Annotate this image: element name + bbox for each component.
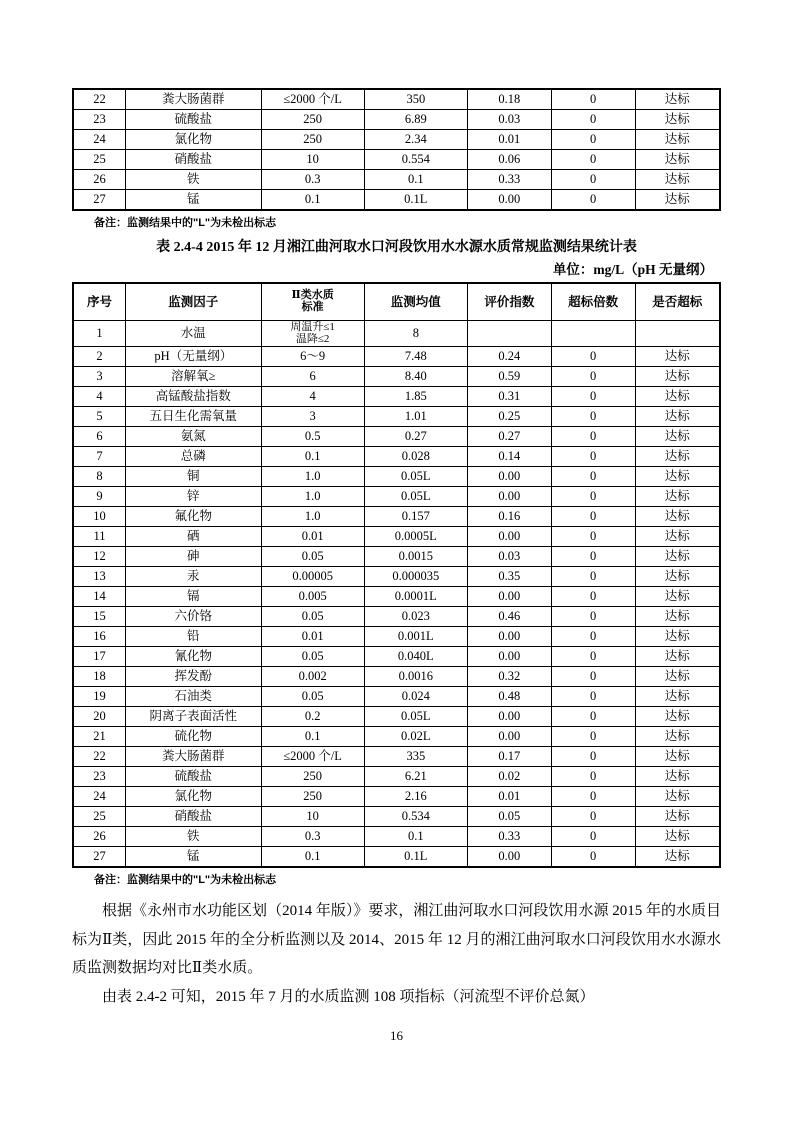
table-row: [74, 347, 719, 367]
cell-exceed: 达标: [635, 807, 719, 827]
cell-no: 27: [74, 190, 126, 210]
cell-index: 0.06: [467, 150, 551, 170]
cell-avg: 350: [364, 90, 467, 110]
cell-no: 22: [74, 90, 126, 110]
cell-factor: 锰: [126, 847, 261, 867]
cell-exceed: 达标: [635, 387, 719, 407]
cell-exceed: 达标: [635, 90, 719, 110]
cell-avg: 335: [364, 747, 467, 767]
cell-exceed: 达标: [635, 567, 719, 587]
cell-avg: 0.000035: [364, 567, 467, 587]
cell-avg: 0.02L: [364, 727, 467, 747]
cell-index: 0.14: [467, 447, 551, 467]
cell-no: 23: [74, 110, 126, 130]
table-row: [74, 170, 719, 190]
cell-std: 10: [261, 807, 364, 827]
cell-factor: 高锰酸盐指数: [126, 387, 261, 407]
cell-index: 0.00: [467, 707, 551, 727]
cell-std: 0.00005: [261, 567, 364, 587]
cell-times: 0: [551, 507, 635, 527]
cell-factor: 硝酸盐: [126, 150, 261, 170]
cell-exceed: 达标: [635, 527, 719, 547]
cell-times: 0: [551, 667, 635, 687]
header-standard: [261, 284, 364, 321]
cell-exceed: 达标: [635, 827, 719, 847]
cell-exceed: 达标: [635, 727, 719, 747]
cell-avg: 0.157: [364, 507, 467, 527]
cell-factor: 铁: [126, 827, 261, 847]
cell-std: 4: [261, 387, 364, 407]
cell-index: 0.00: [467, 647, 551, 667]
cell-avg: 0.040L: [364, 647, 467, 667]
table-row: [74, 487, 719, 507]
cell-exceed: 达标: [635, 150, 719, 170]
cell-avg: 0.023: [364, 607, 467, 627]
table-row: [74, 827, 719, 847]
cell-exceed: 达标: [635, 487, 719, 507]
cell-std-line2: 温降≤2: [295, 332, 330, 345]
cell-no: 6: [74, 427, 126, 447]
cell-factor: 五日生化需氧量: [126, 407, 261, 427]
table-row: [74, 447, 719, 467]
cell-times: 0: [551, 190, 635, 210]
cell-exceed: 达标: [635, 607, 719, 627]
cell-factor: 硝酸盐: [126, 807, 261, 827]
cell-exceed: 达标: [635, 427, 719, 447]
cell-exceed: 达标: [635, 467, 719, 487]
cell-avg: 0.05L: [364, 707, 467, 727]
cell-exceed: 达标: [635, 507, 719, 527]
cell-index: 0.00: [467, 727, 551, 747]
cell-exceed: 达标: [635, 130, 719, 150]
cell-no: 27: [74, 847, 126, 867]
cell-index: 0.01: [467, 787, 551, 807]
cell-avg: 6.89: [364, 110, 467, 130]
cell-times: 0: [551, 447, 635, 467]
cell-std: 250: [261, 110, 364, 130]
cell-times: 0: [551, 607, 635, 627]
table-row: [74, 130, 719, 150]
cell-exceed: [635, 321, 719, 347]
cell-times: 0: [551, 627, 635, 647]
cell-index: 0.32: [467, 667, 551, 687]
cell-times: 0: [551, 567, 635, 587]
cell-std: 1.0: [261, 507, 364, 527]
cell-index: 0.00: [467, 847, 551, 867]
cell-exceed: 达标: [635, 767, 719, 787]
table-row: [74, 367, 719, 387]
cell-times: 0: [551, 547, 635, 567]
table-row: [74, 807, 719, 827]
cell-no: 14: [74, 587, 126, 607]
cell-index: 0.25: [467, 407, 551, 427]
cell-avg: 0.0015: [364, 547, 467, 567]
paragraph-1: 根据《永州市水功能区划（2014 年版）》要求，湘江曲河取水口河段饮用水源 2015 年的水质目标为Ⅱ类，因此 2015 年的全分析监测以及 2014、2015 年 12 月的湘江曲河取水口河段饮用水水源水质监测数据均对比Ⅱ类水质。: [72, 903, 721, 977]
cell-times: 0: [551, 387, 635, 407]
cell-exceed: 达标: [635, 627, 719, 647]
table-row: [74, 647, 719, 667]
cell-avg: 0.05L: [364, 487, 467, 507]
cell-factor: 总磷: [126, 447, 261, 467]
cell-no: 2: [74, 347, 126, 367]
table-row: [74, 547, 719, 567]
cell-times: 0: [551, 110, 635, 130]
cell-avg: 8.40: [364, 367, 467, 387]
cell-no: 17: [74, 647, 126, 667]
cell-no: 11: [74, 527, 126, 547]
cell-times: 0: [551, 747, 635, 767]
cell-no: 26: [74, 827, 126, 847]
cell-avg: 0.534: [364, 807, 467, 827]
cell-no: 1: [74, 321, 126, 347]
cell-times: 0: [551, 707, 635, 727]
cell-index: 0.00: [467, 487, 551, 507]
cell-index: 0.33: [467, 827, 551, 847]
table-row: [74, 687, 719, 707]
cell-no: 5: [74, 407, 126, 427]
cell-std: 0.05: [261, 547, 364, 567]
header-standard-line2: 标准: [301, 301, 324, 313]
cell-avg: 0.0005L: [364, 527, 467, 547]
table-row: [74, 747, 719, 767]
cell-std: 0.05: [261, 647, 364, 667]
cell-times: 0: [551, 727, 635, 747]
cell-factor: 挥发酚: [126, 667, 261, 687]
cell-std: 250: [261, 130, 364, 150]
cell-exceed: 达标: [635, 110, 719, 130]
cell-times: 0: [551, 170, 635, 190]
cell-times: 0: [551, 367, 635, 387]
cell-times: 0: [551, 467, 635, 487]
cell-factor: 铜: [126, 467, 261, 487]
cell-std: 0.01: [261, 627, 364, 647]
table-row: [74, 427, 719, 447]
table-row: [74, 467, 719, 487]
cell-factor: 溶解氧≥: [126, 367, 261, 387]
cell-no: 25: [74, 807, 126, 827]
cell-factor: 氨氮: [126, 427, 261, 447]
cell-index: 0.59: [467, 367, 551, 387]
cell-avg: 0.0001L: [364, 587, 467, 607]
cell-exceed: 达标: [635, 667, 719, 687]
table-header-row: [74, 284, 719, 321]
table-row: [74, 627, 719, 647]
cell-factor: 硒: [126, 527, 261, 547]
cell-times: 0: [551, 150, 635, 170]
cell-avg: 2.34: [364, 130, 467, 150]
cell-exceed: 达标: [635, 347, 719, 367]
cell-std: [261, 321, 364, 347]
cell-no: 3: [74, 367, 126, 387]
header-no: 序号: [74, 284, 126, 321]
cell-index: 0.35: [467, 567, 551, 587]
main-table-wrapper: [72, 282, 721, 868]
cell-no: 20: [74, 707, 126, 727]
cell-std: 0.3: [261, 827, 364, 847]
table-row: [74, 787, 719, 807]
cell-std: ≤2000 个/L: [261, 90, 364, 110]
cell-times: 0: [551, 647, 635, 667]
cell-times: 0: [551, 527, 635, 547]
header-index: 评价指数: [467, 284, 551, 321]
cell-times: 0: [551, 847, 635, 867]
cell-times: 0: [551, 827, 635, 847]
cell-no: 25: [74, 150, 126, 170]
cell-exceed: 达标: [635, 747, 719, 767]
cell-factor: 氯化物: [126, 130, 261, 150]
cell-index: 0.00: [467, 587, 551, 607]
cell-avg: 0.1L: [364, 190, 467, 210]
cell-factor: 水温: [126, 321, 261, 347]
cell-index: 0.27: [467, 427, 551, 447]
table-row: [74, 847, 719, 867]
cell-factor: 氟化物: [126, 507, 261, 527]
cell-avg: 7.48: [364, 347, 467, 367]
cell-index: [467, 321, 551, 347]
cell-avg: 2.16: [364, 787, 467, 807]
cell-std: 3: [261, 407, 364, 427]
cell-avg: 6.21: [364, 767, 467, 787]
cell-std: 0.01: [261, 527, 364, 547]
cell-times: 0: [551, 90, 635, 110]
cell-no: 15: [74, 607, 126, 627]
cell-factor: 硫化物: [126, 727, 261, 747]
table-row: [74, 567, 719, 587]
table-row: [74, 727, 719, 747]
cell-exceed: 达标: [635, 447, 719, 467]
cell-avg: 1.01: [364, 407, 467, 427]
cell-times: 0: [551, 347, 635, 367]
cell-factor: 汞: [126, 567, 261, 587]
cell-times: 0: [551, 787, 635, 807]
cell-index: 0.17: [467, 747, 551, 767]
cell-no: 22: [74, 747, 126, 767]
cell-factor: 氰化物: [126, 647, 261, 667]
cell-std: 0.002: [261, 667, 364, 687]
table-row: [74, 607, 719, 627]
table-row: [74, 387, 719, 407]
cell-exceed: 达标: [635, 587, 719, 607]
cell-times: 0: [551, 807, 635, 827]
cell-exceed: 达标: [635, 847, 719, 867]
cell-factor: 阴离子表面活性: [126, 707, 261, 727]
cell-index: 0.16: [467, 507, 551, 527]
cell-std: 0.1: [261, 190, 364, 210]
table-row: [74, 667, 719, 687]
cell-no: 24: [74, 787, 126, 807]
cell-exceed: 达标: [635, 367, 719, 387]
cell-avg: 0.024: [364, 687, 467, 707]
cell-no: 4: [74, 387, 126, 407]
cell-times: 0: [551, 687, 635, 707]
table-row: [74, 767, 719, 787]
table-row: [74, 150, 719, 170]
cell-no: 21: [74, 727, 126, 747]
cell-avg: 0.1: [364, 170, 467, 190]
cell-std: 0.1: [261, 447, 364, 467]
cell-factor: 硫酸盐: [126, 110, 261, 130]
cell-avg: 0.27: [364, 427, 467, 447]
cell-std: 10: [261, 150, 364, 170]
cell-std: 1.0: [261, 467, 364, 487]
cell-no: 24: [74, 130, 126, 150]
cell-no: 9: [74, 487, 126, 507]
table-row: [74, 507, 719, 527]
table-unit: 单位：mg/L（pH 无量纲）: [552, 262, 713, 277]
cell-no: 13: [74, 567, 126, 587]
cell-std: 0.3: [261, 170, 364, 190]
cell-no: 10: [74, 507, 126, 527]
cell-avg: 1.85: [364, 387, 467, 407]
cell-times: 0: [551, 487, 635, 507]
cell-index: 0.24: [467, 347, 551, 367]
cell-index: 0.00: [467, 527, 551, 547]
table-row: [74, 407, 719, 427]
cell-exceed: 达标: [635, 787, 719, 807]
cell-times: [551, 321, 635, 347]
cell-factor: 锰: [126, 190, 261, 210]
cell-no: 16: [74, 627, 126, 647]
cell-index: 0.31: [467, 387, 551, 407]
cell-avg: 8: [364, 321, 467, 347]
header-exceed: 是否超标: [635, 284, 719, 321]
table-row: [74, 527, 719, 547]
cell-avg: 0.554: [364, 150, 467, 170]
cell-index: 0.03: [467, 547, 551, 567]
cell-times: 0: [551, 407, 635, 427]
paragraph-2: 由表 2.4-2 可知，2015 年 7 月的水质监测 108 项指标（河流型不评价总氮）: [102, 988, 595, 1005]
cell-index: 0.01: [467, 130, 551, 150]
cell-factor: 硫酸盐: [126, 767, 261, 787]
cell-avg: 0.0016: [364, 667, 467, 687]
cell-factor: 铅: [126, 627, 261, 647]
cell-factor: 氯化物: [126, 787, 261, 807]
table-row: [74, 321, 719, 347]
cell-factor: 六价铬: [126, 607, 261, 627]
cell-times: 0: [551, 427, 635, 447]
cell-times: 0: [551, 587, 635, 607]
cell-std: ≤2000 个/L: [261, 747, 364, 767]
cell-factor: 锌: [126, 487, 261, 507]
cell-std: 0.5: [261, 427, 364, 447]
top-table-wrapper: [72, 88, 721, 211]
cell-std: 250: [261, 767, 364, 787]
cell-std: 6: [261, 367, 364, 387]
cell-std: 0.005: [261, 587, 364, 607]
table-row: [74, 110, 719, 130]
cell-no: 8: [74, 467, 126, 487]
cell-exceed: 达标: [635, 407, 719, 427]
cell-exceed: 达标: [635, 687, 719, 707]
table-row: [74, 707, 719, 727]
cell-no: 7: [74, 447, 126, 467]
cell-index: 0.33: [467, 170, 551, 190]
cell-std: 0.1: [261, 727, 364, 747]
page-number: 16: [390, 1028, 403, 1043]
cell-index: 0.46: [467, 607, 551, 627]
cell-exceed: 达标: [635, 170, 719, 190]
cell-index: 0.00: [467, 467, 551, 487]
cell-no: 12: [74, 547, 126, 567]
table-title: 表 2.4-4 2015 年 12 月湘江曲河取水口河段饮用水水源水质常规监测结果统计表: [156, 240, 637, 255]
cell-avg: 0.1L: [364, 847, 467, 867]
cell-std: 1.0: [261, 487, 364, 507]
cell-exceed: 达标: [635, 707, 719, 727]
cell-index: 0.02: [467, 767, 551, 787]
table-row: [74, 190, 719, 210]
cell-factor: 石油类: [126, 687, 261, 707]
cell-factor: 砷: [126, 547, 261, 567]
cell-factor: 粪大肠菌群: [126, 90, 261, 110]
cell-no: 19: [74, 687, 126, 707]
header-factor: 监测因子: [126, 284, 261, 321]
header-average: 监测均值: [364, 284, 467, 321]
cell-std: 0.2: [261, 707, 364, 727]
cell-exceed: 达标: [635, 547, 719, 567]
cell-avg: 0.028: [364, 447, 467, 467]
top-table-note: 备注：监测结果中的"L"为未检出标志: [94, 217, 277, 229]
header-standard-line1: Ⅱ类水质: [291, 289, 334, 302]
cell-no: 23: [74, 767, 126, 787]
body-text: [72, 897, 721, 1011]
cell-std: 0.1: [261, 847, 364, 867]
cell-index: 0.00: [467, 627, 551, 647]
cell-avg: 0.05L: [364, 467, 467, 487]
cell-avg: 0.001L: [364, 627, 467, 647]
header-times: 超标倍数: [551, 284, 635, 321]
cell-no: 18: [74, 667, 126, 687]
cell-times: 0: [551, 767, 635, 787]
cell-index: 0.18: [467, 90, 551, 110]
cell-avg: 0.1: [364, 827, 467, 847]
cell-factor: 粪大肠菌群: [126, 747, 261, 767]
table-row: [74, 90, 719, 110]
cell-std: 250: [261, 787, 364, 807]
cell-no: 26: [74, 170, 126, 190]
cell-index: 0.48: [467, 687, 551, 707]
cell-std: 6～9: [261, 347, 364, 367]
cell-index: 0.00: [467, 190, 551, 210]
main-table-note: 备注：监测结果中的"L"为未检出标志: [94, 874, 277, 887]
cell-factor: 铁: [126, 170, 261, 190]
cell-index: 0.05: [467, 807, 551, 827]
cell-factor: 镉: [126, 587, 261, 607]
cell-factor: pH（无量纲）: [126, 347, 261, 367]
top-table: [74, 90, 719, 209]
cell-exceed: 达标: [635, 190, 719, 210]
cell-index: 0.03: [467, 110, 551, 130]
main-table: [74, 284, 719, 866]
cell-std: 0.05: [261, 607, 364, 627]
cell-std: 0.05: [261, 687, 364, 707]
table-row: [74, 587, 719, 607]
cell-std-line1: 周温升≤1: [290, 321, 335, 333]
cell-times: 0: [551, 130, 635, 150]
cell-exceed: 达标: [635, 647, 719, 667]
